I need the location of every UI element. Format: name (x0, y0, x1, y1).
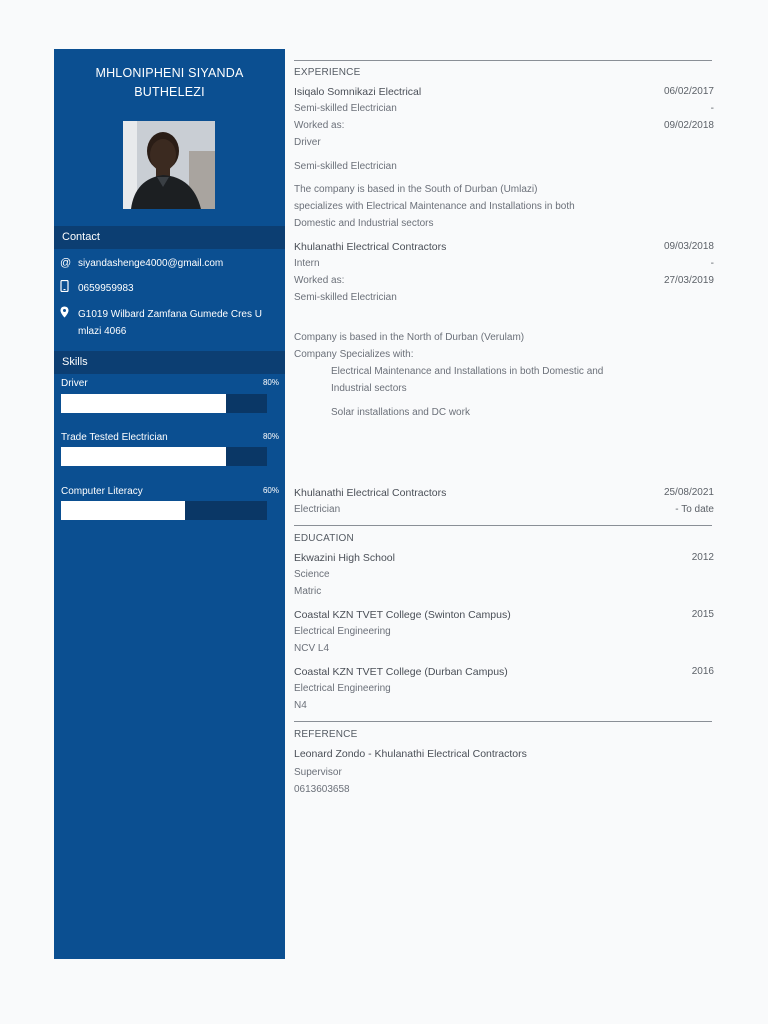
job-company: Khulanathi Electrical Contractors (294, 241, 447, 253)
job-description: Solar installations and DC work (331, 407, 470, 418)
job-worked-as: Driver (294, 137, 321, 148)
education-qualification: NCV L4 (294, 643, 330, 654)
profile-name-line2: BUTHELEZI (134, 85, 205, 99)
sidebar (54, 49, 285, 959)
reference-name: Leonard Zondo - Khulanathi Electrical Contractors (294, 748, 527, 760)
job-start-date: 09/03/2018 (663, 241, 714, 252)
contact-phone-row (60, 280, 282, 298)
job-date-dash: - (710, 103, 714, 114)
skill-label-row (61, 486, 279, 497)
job-company: Khulanathi Electrical Contractors (294, 487, 447, 499)
education-school: Coastal KZN TVET College (Durban Campus) (294, 666, 508, 678)
profile-name (54, 64, 285, 102)
education-year: 2016 (691, 666, 714, 677)
contact-heading: Contact (54, 226, 285, 249)
job-description: Company is based in the North of Durban (Verulam) (294, 332, 525, 343)
divider (294, 60, 712, 61)
skill-label-row (61, 432, 279, 443)
job-end-date: 27/03/2019 (663, 275, 714, 286)
contact-address-line1: G1019 Wilbard Zamfana Gumede Cres U (78, 309, 262, 320)
job-description: specializes with Electrical Maintenance and Installations in both (294, 201, 575, 212)
education-heading: EDUCATION (294, 533, 354, 544)
skill-bar (61, 394, 267, 413)
education-year: 2015 (691, 609, 714, 620)
job-start-date: 25/08/2021 (663, 487, 714, 498)
job-end-date: 09/02/2018 (663, 120, 714, 131)
contact-address-row (60, 306, 282, 340)
job-date-dash: - (710, 258, 714, 269)
contact-phone: 0659959983 (78, 283, 134, 294)
education-school: Ekwazini High School (294, 552, 395, 564)
job-worked-as: Semi-skilled Electrician (294, 292, 397, 303)
contact-email[interactable]: siyandashenge4000@gmail.com (78, 258, 224, 269)
job-end-date: - To date (675, 504, 714, 515)
contact-address (78, 306, 262, 340)
education-qualification: N4 (294, 700, 307, 711)
job-description: Industrial sectors (331, 383, 407, 394)
experience-heading: EXPERIENCE (294, 67, 361, 78)
contact-email-row (60, 255, 282, 272)
skill-name: Driver (61, 378, 88, 389)
reference-heading: REFERENCE (294, 729, 358, 740)
at-icon: @ (60, 257, 72, 269)
job-description: Company Specializes with: (294, 349, 414, 360)
reference-title: Supervisor (294, 767, 342, 778)
person-silhouette-icon (123, 121, 215, 209)
education-qualification: Matric (294, 586, 322, 597)
skill-bar (61, 501, 267, 520)
skills-heading: Skills (54, 351, 285, 374)
job-worked-as-label: Worked as: (294, 120, 345, 131)
reference-phone: 0613603658 (294, 784, 350, 795)
job-worked-as-label: Worked as: (294, 275, 345, 286)
job-description: Domestic and Industrial sectors (294, 218, 434, 229)
skill-bar-fill (61, 447, 226, 466)
job-role: Semi-skilled Electrician (294, 103, 397, 114)
phone-icon (60, 280, 78, 298)
education-field: Science (294, 569, 330, 580)
job-start-date: 06/02/2017 (663, 86, 714, 97)
profile-name-line1: MHLONIPHENI SIYANDA (95, 66, 244, 80)
job-description: Electrical Maintenance and Installations in both Domestic and (331, 366, 604, 377)
job-company: Isiqalo Somnikazi Electrical (294, 86, 422, 98)
job-worked-as: Semi-skilled Electrician (294, 161, 397, 172)
skill-bar-fill (61, 501, 185, 520)
skill-label-row (61, 378, 279, 389)
skill-percent: 80% (262, 378, 279, 387)
skill-bar (61, 447, 267, 466)
location-pin-icon (60, 306, 78, 340)
job-role: Intern (294, 258, 320, 269)
divider (294, 525, 712, 526)
job-description: The company is based in the South of Durban (Umlazi) (294, 184, 538, 195)
skill-name: Trade Tested Electrician (61, 432, 168, 443)
skill-percent: 60% (262, 486, 279, 495)
skill-percent: 80% (262, 432, 279, 441)
profile-photo (123, 121, 215, 209)
divider (294, 721, 712, 722)
education-school: Coastal KZN TVET College (Swinton Campus) (294, 609, 511, 621)
education-field: Electrical Engineering (294, 626, 391, 637)
skill-bar-fill (61, 394, 226, 413)
contact-address-line2: mlazi 4066 (78, 326, 127, 337)
education-year: 2012 (691, 552, 714, 563)
education-field: Electrical Engineering (294, 683, 391, 694)
job-role: Electrician (294, 504, 341, 515)
skill-name: Computer Literacy (61, 486, 143, 497)
